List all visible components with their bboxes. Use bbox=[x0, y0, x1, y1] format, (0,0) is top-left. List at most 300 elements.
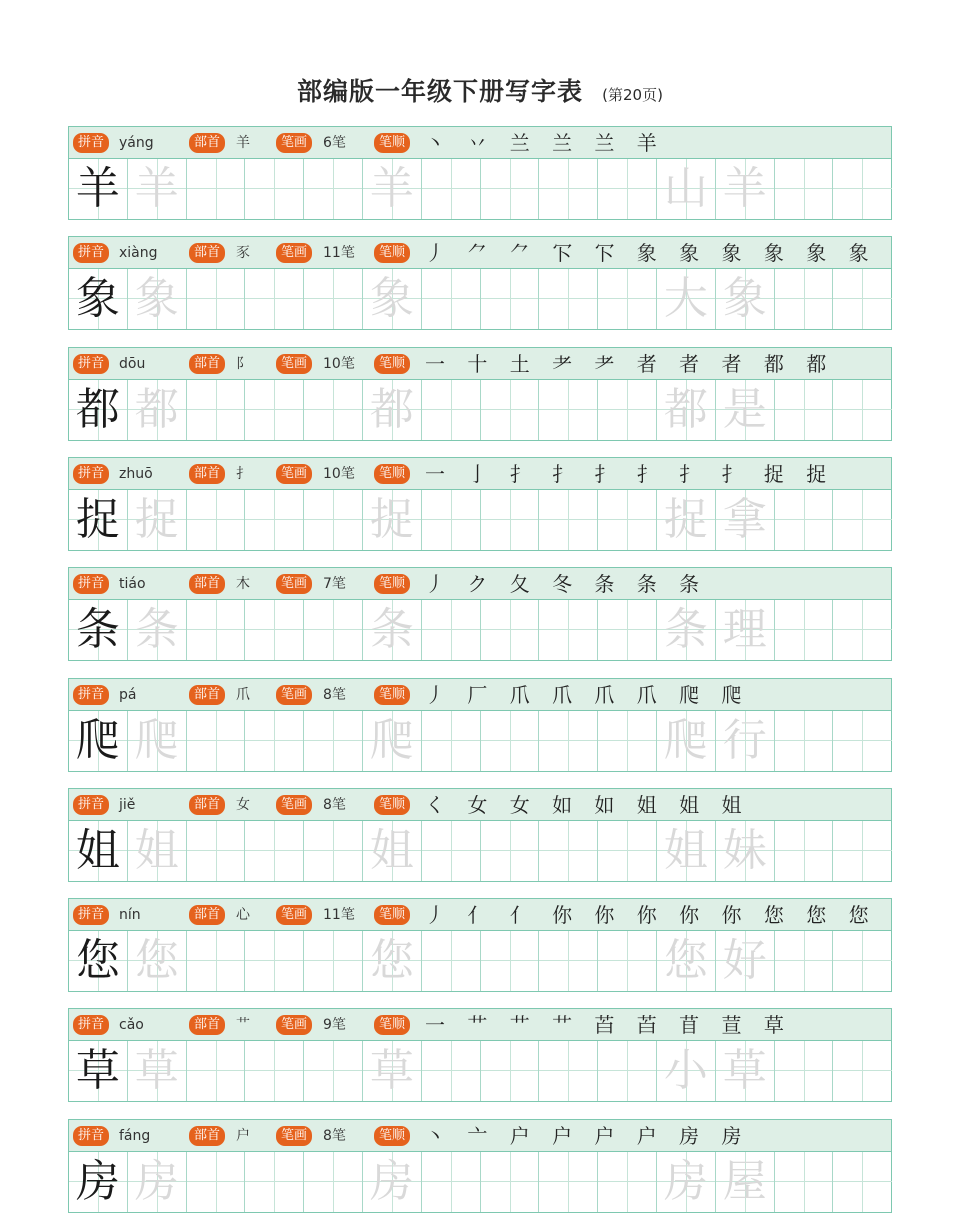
radical-value: 心 bbox=[236, 907, 250, 924]
practice-cell bbox=[245, 600, 304, 660]
pinyin-value: nín bbox=[119, 907, 141, 924]
practice-cell bbox=[245, 159, 304, 219]
practice-cell bbox=[422, 159, 481, 219]
practice-cell bbox=[422, 1041, 481, 1101]
practice-cell bbox=[187, 1041, 246, 1101]
grid-character: 草 bbox=[369, 1045, 414, 1097]
pinyin-value: tiáo bbox=[119, 576, 146, 593]
grid-character: 都 bbox=[75, 383, 120, 435]
writing-grid bbox=[69, 931, 891, 991]
practice-cell bbox=[304, 269, 363, 329]
practice-cell bbox=[481, 490, 540, 550]
pinyin-value: fáng bbox=[119, 1127, 151, 1144]
practice-cell bbox=[245, 821, 304, 881]
practice-cell bbox=[833, 1152, 892, 1212]
trace-character-cell bbox=[128, 269, 187, 329]
stroke-order-tag: 笔顺 bbox=[374, 905, 410, 925]
practice-cell bbox=[775, 380, 834, 440]
stroke-count-tag: 笔画 bbox=[276, 574, 312, 594]
word-trace-cell bbox=[657, 1152, 716, 1212]
pinyin-value: yáng bbox=[119, 135, 154, 151]
practice-cell bbox=[598, 269, 657, 329]
stroke-count-value: 8笔 bbox=[323, 1127, 346, 1144]
stroke-count-tag: 笔画 bbox=[276, 133, 312, 153]
practice-cell bbox=[481, 380, 540, 440]
grid-character: 山 bbox=[663, 163, 708, 214]
stroke-count-value: 8笔 bbox=[323, 796, 346, 813]
grid-character: 小 bbox=[663, 1045, 708, 1097]
practice-cell bbox=[598, 931, 657, 991]
grid-character: 都 bbox=[663, 383, 708, 435]
stroke-count-tag: 笔画 bbox=[276, 1126, 312, 1146]
grid-character: 姐 bbox=[134, 824, 179, 876]
grid-character: 姐 bbox=[369, 824, 414, 876]
stroke-count-tag: 笔画 bbox=[276, 1015, 312, 1035]
grid-character: 房 bbox=[134, 1155, 179, 1207]
practice-cell bbox=[598, 1041, 657, 1101]
writing-grid bbox=[69, 380, 891, 440]
pinyin-tag: 拼音 bbox=[73, 1015, 109, 1035]
grid-character: 您 bbox=[663, 935, 708, 987]
radical-tag: 部首 bbox=[189, 685, 225, 705]
stroke-count-tag: 笔画 bbox=[276, 795, 312, 815]
model-character-cell bbox=[69, 1152, 128, 1212]
grid-character: 行 bbox=[722, 714, 767, 766]
practice-cell bbox=[245, 490, 304, 550]
practice-cell bbox=[422, 931, 481, 991]
radical-tag: 部首 bbox=[189, 574, 225, 594]
practice-cell bbox=[775, 490, 834, 550]
practice-cell bbox=[598, 600, 657, 660]
pinyin-tag: 拼音 bbox=[73, 685, 109, 705]
practice-cell bbox=[187, 490, 246, 550]
model-character-cell bbox=[69, 600, 128, 660]
practice-cell bbox=[481, 711, 540, 771]
pinyin-tag: 拼音 bbox=[73, 795, 109, 815]
pinyin-tag: 拼音 bbox=[73, 574, 109, 594]
radical-tag: 部首 bbox=[189, 1126, 225, 1146]
writing-grid bbox=[69, 600, 891, 660]
stroke-order-sequence: 丶 丷 兰 兰 兰 羊 bbox=[425, 131, 665, 155]
page-title-bar bbox=[0, 72, 960, 108]
pinyin-value: xiàng bbox=[119, 245, 158, 262]
character-info-bar bbox=[69, 348, 891, 380]
character-info-bar bbox=[69, 1009, 891, 1041]
pinyin-tag: 拼音 bbox=[73, 243, 109, 263]
radical-tag: 部首 bbox=[189, 243, 225, 263]
practice-cell bbox=[539, 490, 598, 550]
practice-cell bbox=[775, 1041, 834, 1101]
pinyin-tag: 拼音 bbox=[73, 133, 109, 153]
word-trace-cell bbox=[716, 711, 775, 771]
word-trace-cell bbox=[716, 490, 775, 550]
practice-cell bbox=[539, 600, 598, 660]
grid-character: 妹 bbox=[722, 824, 767, 876]
practice-cell bbox=[245, 931, 304, 991]
radical-tag: 部首 bbox=[189, 464, 225, 484]
grid-character: 条 bbox=[369, 604, 414, 656]
practice-cell bbox=[539, 931, 598, 991]
practice-cell bbox=[775, 931, 834, 991]
grid-character: 房 bbox=[369, 1155, 414, 1207]
practice-cell bbox=[187, 821, 246, 881]
practice-cell bbox=[304, 1152, 363, 1212]
trace-character-cell bbox=[363, 269, 422, 329]
grid-character: 羊 bbox=[722, 163, 767, 214]
character-info-bar bbox=[69, 568, 891, 600]
practice-cell bbox=[422, 821, 481, 881]
stroke-count-value: 7笔 bbox=[323, 576, 346, 593]
stroke-count-value: 10笔 bbox=[323, 465, 355, 482]
trace-character-cell bbox=[128, 821, 187, 881]
word-trace-cell bbox=[716, 1152, 775, 1212]
grid-character: 好 bbox=[722, 935, 767, 987]
word-trace-cell bbox=[716, 1041, 775, 1101]
practice-cell bbox=[422, 600, 481, 660]
practice-cell bbox=[481, 159, 540, 219]
grid-character: 象 bbox=[369, 273, 414, 325]
practice-cell bbox=[775, 600, 834, 660]
word-trace-cell bbox=[657, 1041, 716, 1101]
pinyin-value: jiě bbox=[119, 796, 136, 813]
stroke-order-sequence: 丿 亻 亻 你 你 你 你 你 您 您 您 bbox=[425, 903, 877, 928]
stroke-count-tag: 笔画 bbox=[276, 685, 312, 705]
stroke-count-tag: 笔画 bbox=[276, 354, 312, 374]
practice-cell bbox=[304, 600, 363, 660]
practice-cell bbox=[833, 380, 892, 440]
grid-character: 姐 bbox=[663, 824, 708, 876]
grid-character: 羊 bbox=[134, 163, 179, 214]
practice-cell bbox=[775, 821, 834, 881]
grid-character: 条 bbox=[75, 604, 120, 656]
trace-character-cell bbox=[128, 1041, 187, 1101]
practice-cell bbox=[598, 490, 657, 550]
stroke-count-tag: 笔画 bbox=[276, 464, 312, 484]
stroke-order-sequence: 丿 ク 夂 冬 条 条 条 bbox=[425, 572, 708, 597]
pinyin-value: cǎo bbox=[119, 1017, 144, 1034]
model-character-cell bbox=[69, 711, 128, 771]
pinyin-tag: 拼音 bbox=[73, 354, 109, 374]
practice-cell bbox=[481, 600, 540, 660]
radical-tag: 部首 bbox=[189, 354, 225, 374]
practice-cell bbox=[833, 1041, 892, 1101]
pinyin-value: dōu bbox=[119, 355, 146, 372]
practice-cell bbox=[833, 821, 892, 881]
trace-character-cell bbox=[128, 380, 187, 440]
stroke-count-value: 6笔 bbox=[323, 135, 346, 151]
grid-character: 理 bbox=[722, 604, 767, 656]
practice-cell bbox=[833, 159, 892, 219]
pinyin-tag: 拼音 bbox=[73, 905, 109, 925]
practice-cell bbox=[422, 490, 481, 550]
word-trace-cell bbox=[716, 380, 775, 440]
word-trace-cell bbox=[657, 600, 716, 660]
trace-character-cell bbox=[363, 490, 422, 550]
character-card bbox=[68, 1119, 892, 1213]
practice-cell bbox=[304, 159, 363, 219]
stroke-order-sequence: 一 十 土 耂 耂 者 者 者 都 都 bbox=[425, 351, 835, 376]
radical-value: 阝 bbox=[236, 355, 250, 372]
practice-cell bbox=[833, 490, 892, 550]
character-info-bar bbox=[69, 679, 891, 711]
practice-cell bbox=[187, 600, 246, 660]
writing-grid bbox=[69, 490, 891, 550]
grid-character: 捉 bbox=[663, 493, 708, 545]
practice-cell bbox=[245, 269, 304, 329]
pinyin-tag: 拼音 bbox=[73, 464, 109, 484]
writing-grid bbox=[69, 1041, 891, 1101]
grid-character: 爬 bbox=[75, 714, 120, 766]
practice-cell bbox=[422, 269, 481, 329]
radical-value: 羊 bbox=[236, 135, 250, 151]
practice-cell bbox=[304, 711, 363, 771]
grid-character: 姐 bbox=[75, 824, 120, 876]
radical-value: 爪 bbox=[236, 686, 250, 703]
character-info-bar bbox=[69, 1120, 891, 1152]
word-trace-cell bbox=[657, 931, 716, 991]
word-trace-cell bbox=[716, 931, 775, 991]
radical-value: 豕 bbox=[236, 245, 250, 262]
character-info-bar bbox=[69, 789, 891, 821]
trace-character-cell bbox=[363, 159, 422, 219]
radical-tag: 部首 bbox=[189, 1015, 225, 1035]
practice-cell bbox=[598, 1152, 657, 1212]
practice-cell bbox=[833, 600, 892, 660]
model-character-cell bbox=[69, 931, 128, 991]
character-card bbox=[68, 347, 892, 441]
radical-value: 女 bbox=[236, 796, 250, 813]
word-trace-cell bbox=[657, 380, 716, 440]
practice-cell bbox=[598, 159, 657, 219]
grid-character: 都 bbox=[134, 383, 179, 435]
grid-character: 您 bbox=[134, 935, 179, 987]
grid-character: 捉 bbox=[75, 493, 120, 545]
grid-character: 羊 bbox=[75, 163, 120, 214]
character-info-bar bbox=[69, 899, 891, 931]
grid-character: 爬 bbox=[369, 714, 414, 766]
word-trace-cell bbox=[657, 711, 716, 771]
grid-character: 房 bbox=[663, 1155, 708, 1207]
stroke-count-value: 11笔 bbox=[323, 245, 355, 262]
stroke-order-sequence: 丶 亠 户 户 户 户 房 房 bbox=[425, 1123, 750, 1148]
practice-cell bbox=[833, 931, 892, 991]
radical-value: 扌 bbox=[236, 465, 250, 482]
grid-character: 捉 bbox=[369, 493, 414, 545]
pinyin-value: pá bbox=[119, 686, 137, 703]
radical-tag: 部首 bbox=[189, 905, 225, 925]
stroke-count-tag: 笔画 bbox=[276, 905, 312, 925]
practice-cell bbox=[598, 821, 657, 881]
practice-cell bbox=[245, 711, 304, 771]
practice-cell bbox=[422, 1152, 481, 1212]
grid-character: 是 bbox=[722, 383, 767, 435]
practice-cell bbox=[539, 159, 598, 219]
grid-character: 大 bbox=[663, 273, 708, 325]
trace-character-cell bbox=[363, 600, 422, 660]
stroke-order-sequence: 一 亅 扌 扌 扌 扌 扌 扌 捉 捉 bbox=[425, 461, 835, 486]
grid-character: 拿 bbox=[722, 493, 767, 545]
grid-character: 草 bbox=[722, 1045, 767, 1097]
trace-character-cell bbox=[128, 1152, 187, 1212]
stroke-order-tag: 笔顺 bbox=[374, 354, 410, 374]
character-card bbox=[68, 898, 892, 992]
grid-character: 草 bbox=[134, 1045, 179, 1097]
stroke-order-tag: 笔顺 bbox=[374, 1126, 410, 1146]
practice-cell bbox=[304, 1041, 363, 1101]
word-trace-cell bbox=[657, 159, 716, 219]
practice-cell bbox=[833, 711, 892, 771]
practice-cell bbox=[833, 269, 892, 329]
word-trace-cell bbox=[716, 821, 775, 881]
writing-grid bbox=[69, 821, 891, 881]
grid-character: 象 bbox=[75, 273, 120, 325]
word-trace-cell bbox=[657, 821, 716, 881]
model-character-cell bbox=[69, 159, 128, 219]
stroke-count-value: 11笔 bbox=[323, 907, 355, 924]
practice-cell bbox=[245, 1041, 304, 1101]
page-title: 部编版一年级下册写字表 bbox=[297, 77, 584, 106]
stroke-order-tag: 笔顺 bbox=[374, 685, 410, 705]
stroke-order-tag: 笔顺 bbox=[374, 464, 410, 484]
practice-cell bbox=[775, 159, 834, 219]
grid-character: 草 bbox=[75, 1045, 120, 1097]
practice-cell bbox=[775, 1152, 834, 1212]
practice-cell bbox=[245, 1152, 304, 1212]
character-card bbox=[68, 126, 892, 220]
grid-character: 爬 bbox=[663, 714, 708, 766]
practice-cell bbox=[539, 1041, 598, 1101]
stroke-count-tag: 笔画 bbox=[276, 243, 312, 263]
practice-cell bbox=[481, 821, 540, 881]
word-trace-cell bbox=[657, 269, 716, 329]
radical-tag: 部首 bbox=[189, 133, 225, 153]
character-card bbox=[68, 457, 892, 551]
trace-character-cell bbox=[363, 1041, 422, 1101]
model-character-cell bbox=[69, 380, 128, 440]
practice-cell bbox=[245, 380, 304, 440]
grid-character: 象 bbox=[722, 273, 767, 325]
writing-grid bbox=[69, 159, 891, 219]
model-character-cell bbox=[69, 1041, 128, 1101]
word-trace-cell bbox=[657, 490, 716, 550]
character-info-bar bbox=[69, 458, 891, 490]
stroke-count-value: 10笔 bbox=[323, 355, 355, 372]
radical-value: 木 bbox=[236, 576, 250, 593]
practice-cell bbox=[422, 380, 481, 440]
practice-cell bbox=[422, 711, 481, 771]
stroke-order-tag: 笔顺 bbox=[374, 574, 410, 594]
trace-character-cell bbox=[128, 490, 187, 550]
character-card bbox=[68, 236, 892, 330]
model-character-cell bbox=[69, 269, 128, 329]
word-trace-cell bbox=[716, 159, 775, 219]
word-trace-cell bbox=[716, 600, 775, 660]
radical-value: 艹 bbox=[236, 1017, 250, 1034]
practice-cell bbox=[539, 711, 598, 771]
practice-cell bbox=[187, 931, 246, 991]
practice-cell bbox=[539, 269, 598, 329]
grid-character: 捉 bbox=[134, 493, 179, 545]
stroke-order-tag: 笔顺 bbox=[374, 243, 410, 263]
model-character-cell bbox=[69, 490, 128, 550]
practice-cell bbox=[775, 269, 834, 329]
practice-cell bbox=[539, 1152, 598, 1212]
writing-grid bbox=[69, 1152, 891, 1212]
stroke-order-tag: 笔顺 bbox=[374, 133, 410, 153]
pinyin-tag: 拼音 bbox=[73, 1126, 109, 1146]
grid-character: 屋 bbox=[722, 1155, 767, 1207]
writing-grid bbox=[69, 269, 891, 329]
practice-cell bbox=[304, 490, 363, 550]
character-card bbox=[68, 788, 892, 882]
stroke-order-tag: 笔顺 bbox=[374, 1015, 410, 1035]
word-trace-cell bbox=[716, 269, 775, 329]
practice-cell bbox=[481, 1041, 540, 1101]
character-card bbox=[68, 1008, 892, 1102]
trace-character-cell bbox=[363, 1152, 422, 1212]
radical-tag: 部首 bbox=[189, 795, 225, 815]
practice-cell bbox=[187, 380, 246, 440]
grid-character: 象 bbox=[134, 273, 179, 325]
character-card bbox=[68, 678, 892, 772]
stroke-order-sequence: く 女 女 如 如 姐 姐 姐 bbox=[425, 792, 750, 817]
trace-character-cell bbox=[128, 600, 187, 660]
grid-character: 房 bbox=[75, 1155, 120, 1207]
practice-cell bbox=[775, 711, 834, 771]
grid-character: 都 bbox=[369, 383, 414, 435]
practice-cell bbox=[187, 1152, 246, 1212]
stroke-count-value: 9笔 bbox=[323, 1017, 346, 1034]
radical-value: 户 bbox=[236, 1127, 250, 1144]
character-card bbox=[68, 567, 892, 661]
stroke-order-sequence: 丿 厂 爪 爪 爪 爪 爬 爬 bbox=[425, 682, 750, 707]
practice-cell bbox=[539, 821, 598, 881]
practice-cell bbox=[187, 159, 246, 219]
character-info-bar bbox=[69, 237, 891, 269]
grid-character: 爬 bbox=[134, 714, 179, 766]
writing-grid bbox=[69, 711, 891, 771]
character-info-bar bbox=[69, 127, 891, 159]
page-number-note: (第20页) bbox=[602, 86, 663, 104]
practice-cell bbox=[304, 380, 363, 440]
pinyin-value: zhuō bbox=[119, 465, 153, 482]
trace-character-cell bbox=[128, 931, 187, 991]
model-character-cell bbox=[69, 821, 128, 881]
stroke-order-tag: 笔顺 bbox=[374, 795, 410, 815]
practice-cell bbox=[187, 269, 246, 329]
grid-character: 条 bbox=[663, 604, 708, 656]
practice-cell bbox=[598, 711, 657, 771]
stroke-order-sequence: 一 艹 艹 艹 苩 苩 苜 荁 草 bbox=[425, 1013, 792, 1038]
practice-cell bbox=[187, 711, 246, 771]
trace-character-cell bbox=[363, 821, 422, 881]
practice-cell bbox=[304, 931, 363, 991]
grid-character: 您 bbox=[369, 935, 414, 987]
grid-character: 羊 bbox=[369, 163, 414, 214]
practice-cell bbox=[481, 931, 540, 991]
trace-character-cell bbox=[363, 711, 422, 771]
trace-character-cell bbox=[128, 159, 187, 219]
practice-cell bbox=[481, 269, 540, 329]
trace-character-cell bbox=[363, 380, 422, 440]
practice-cell bbox=[598, 380, 657, 440]
stroke-order-sequence: 丿 ⺈ ⺈ 㓀 㓀 象 象 象 象 象 象 bbox=[425, 241, 877, 266]
trace-character-cell bbox=[128, 711, 187, 771]
trace-character-cell bbox=[363, 931, 422, 991]
practice-cell bbox=[539, 380, 598, 440]
grid-character: 您 bbox=[75, 935, 120, 987]
grid-character: 条 bbox=[134, 604, 179, 656]
